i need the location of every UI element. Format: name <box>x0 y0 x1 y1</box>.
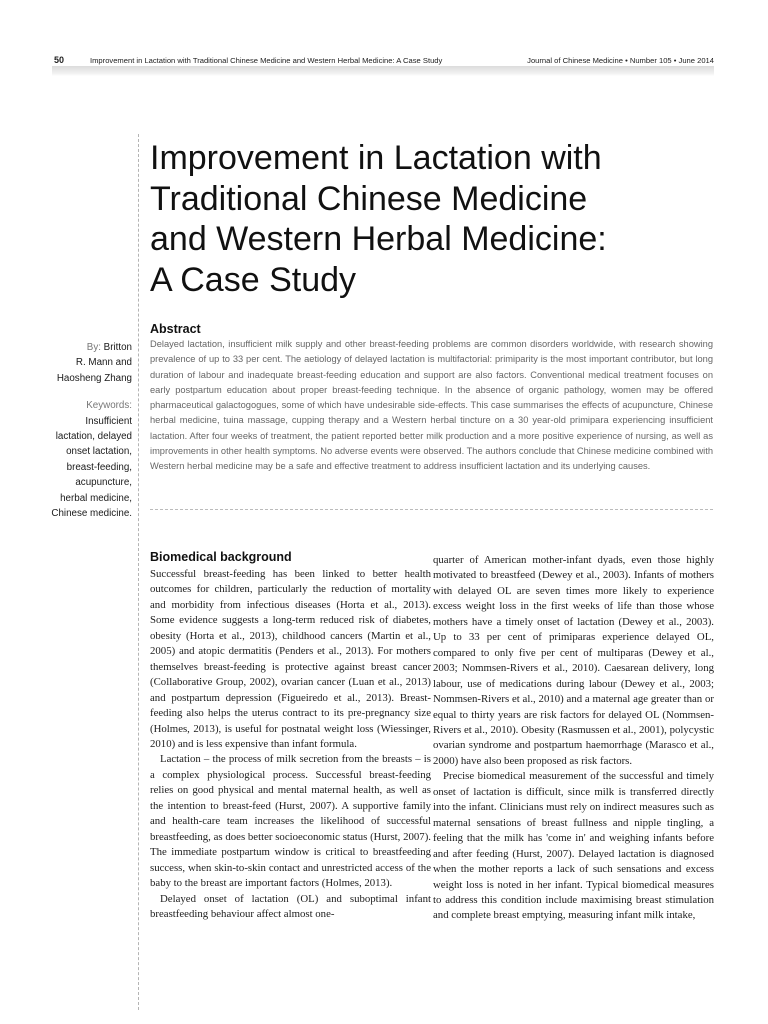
author-sidebar <box>36 340 132 521</box>
section-heading: Biomedical background <box>150 550 292 564</box>
abstract-heading: Abstract <box>150 322 201 336</box>
title-line: Traditional Chinese Medicine <box>150 179 588 218</box>
sidebar-spacer <box>36 386 132 398</box>
keyword-line: acupuncture, <box>75 477 132 489</box>
title-line: and Western Herbal Medicine: <box>150 220 607 258</box>
body-paragraph: quarter of American mother-infant dyads, even those highly motivated to breastfeed (Dewey et al., 2003). Infants of mothers with delayed OL are seven times more likely to experience excess weight loss in the first weeks of life than those whose mothers have a timely onset of lactation (Dewey et al., 2003). Up to 33 per cent of primiparas experience delayed OL, compared to only five per cent of multiparas (Dewey et al., 2003; Nommsen-Rivers et al., 2010). Caesarean delivery, long labour, use of medications during labour (Dewey et al., 2003; Nommsen-Rivers et al., 2010) and a maternal age greater than or equal to thirty years are risk factors for delayed OL (Nommsen-Rivers et al., 2010). Obesity (Rasmussen et al., 2001), polycystic ovarian syndrome and postpartum haemorrhage (Marasco et al., 2000) have also been proposed as risk factors. <box>433 554 714 767</box>
body-column-left <box>150 548 431 922</box>
journal-info: Journal of Chinese Medicine • Number 105 • June 2014 <box>527 56 714 65</box>
sidebar-divider <box>138 134 139 1010</box>
running-header <box>52 52 714 66</box>
running-title: Improvement in Lactation with Traditional Chinese Medicine and Western Herbal Medicine: A Case Study <box>90 56 443 65</box>
abstract-text: Delayed lactation, insufficient milk supply and other breast-feeding problems are common disorders worldwide, with research showing prevalence of up to 33 per cent. The aetiology of delayed lactation is multifactorial: primiparity is the most important contributor, but long duration of labour and inadequate breast-feeding education and support are also factors. Conventional medical treatment focuses on early postpartum education about proper breast-feeding technique. In the absence of organic pathology, women may be offered pharmaceutical galactogogues, some of which have undesirable side-effects. This case summarises the effects of acupuncture, Chinese herbal medicine, tuina massage, cupping therapy and a Western herbal tincture on a 30 year-old primipara experiencing insufficient lactation. After four weeks of treatment, the patient reported better milk production and a more positive experience of nursing, as well as improvements in other health symptoms. No adverse events were observed. The authors conclude that Chinese medicine combined with Western herbal medicine may be a safe and effective treatment to address insufficient lactation and its underlying causes. <box>150 339 713 472</box>
author-name: Britton <box>103 342 132 353</box>
keyword-line: Insufficient <box>85 415 132 427</box>
keyword-line: breast-feeding, <box>66 461 132 473</box>
title-line: Improvement in Lactation with <box>150 139 602 177</box>
by-label: By: <box>86 342 101 353</box>
keyword-line: Chinese medicine. <box>51 508 132 520</box>
body-paragraph: Precise biomedical measurement of the successful and timely onset of lactation is difficult, since milk is transferred directly into the infant. Clinicians must rely on indirect measures such as maternal sensations of breast fullness and nipple tingling, a feeling that the milk has 'come in' and weighing infants before and after feeding (Hurst, 2007). Delayed lactation is diagnosed when the mother reports a lack of such sensations and excess weight loss is noted in her infant. Typical biomedical measures to address this condition include maximising breast stimulation and complete breast emptying, measuring infant milk intake, <box>433 770 714 922</box>
keyword-line: herbal medicine, <box>60 492 132 504</box>
keyword-line: onset lactation, <box>66 446 132 458</box>
body-column-right <box>433 553 714 924</box>
title-line: A Case Study <box>150 260 357 299</box>
body-paragraph: Successful breast-feeding has been linked to better health outcomes for children, particularly the reduction of mortality and morbidity from infectious diseases (Horta et al., 2013). Some evidence suggests a long-term reduced risk of diabetes, obesity (Horta et al., 2013), childhood cancers (Martin et al., 2005) and atopic dermatitis (Penders et al., 2013). For mothers themselves breast-feeding is protective against breast cancer (Collaborative Group, 2002), ovarian cancer (Luan et al., 2013) and postpartum depression (Figueiredo et al., 2013). Breast-feeding also helps the uterus contract to its pre-pregnancy size (Holmes, 2013), is useful for postnatal weight loss (Wiessinger, 2010) and is less expensive than infant formula. <box>150 568 431 750</box>
author-name: Haosheng Zhang <box>56 372 132 384</box>
header-shade-bar <box>52 66 714 76</box>
keywords-label: Keywords: <box>86 400 132 412</box>
abstract-divider <box>150 509 713 510</box>
keyword-line: lactation, delayed <box>55 431 132 443</box>
author-name: R. Mann and <box>75 357 132 369</box>
page-number: 50 <box>54 55 65 65</box>
body-paragraph: Lactation – the process of milk secretion from the breasts – is a complex physiological process. Successful breast-feeding relies on good physical and mental maternal health, as well as the intention to breast-feed (Hurst, 2007). A supportive family and health-care team increases the likelihood of successful breastfeeding, as does better socioeconomic status (Hurst, 2007). The immediate postpartum window is critical to breastfeeding success, when skin-to-skin contact and unrestricted access of the baby to the breast are important factors (Holmes, 2013). <box>150 753 431 890</box>
body-paragraph: Delayed onset of lactation (OL) and suboptimal infant breastfeeding behaviour affect almost one- <box>150 892 431 920</box>
authors-line-1 <box>36 340 132 355</box>
article-title <box>150 138 720 300</box>
